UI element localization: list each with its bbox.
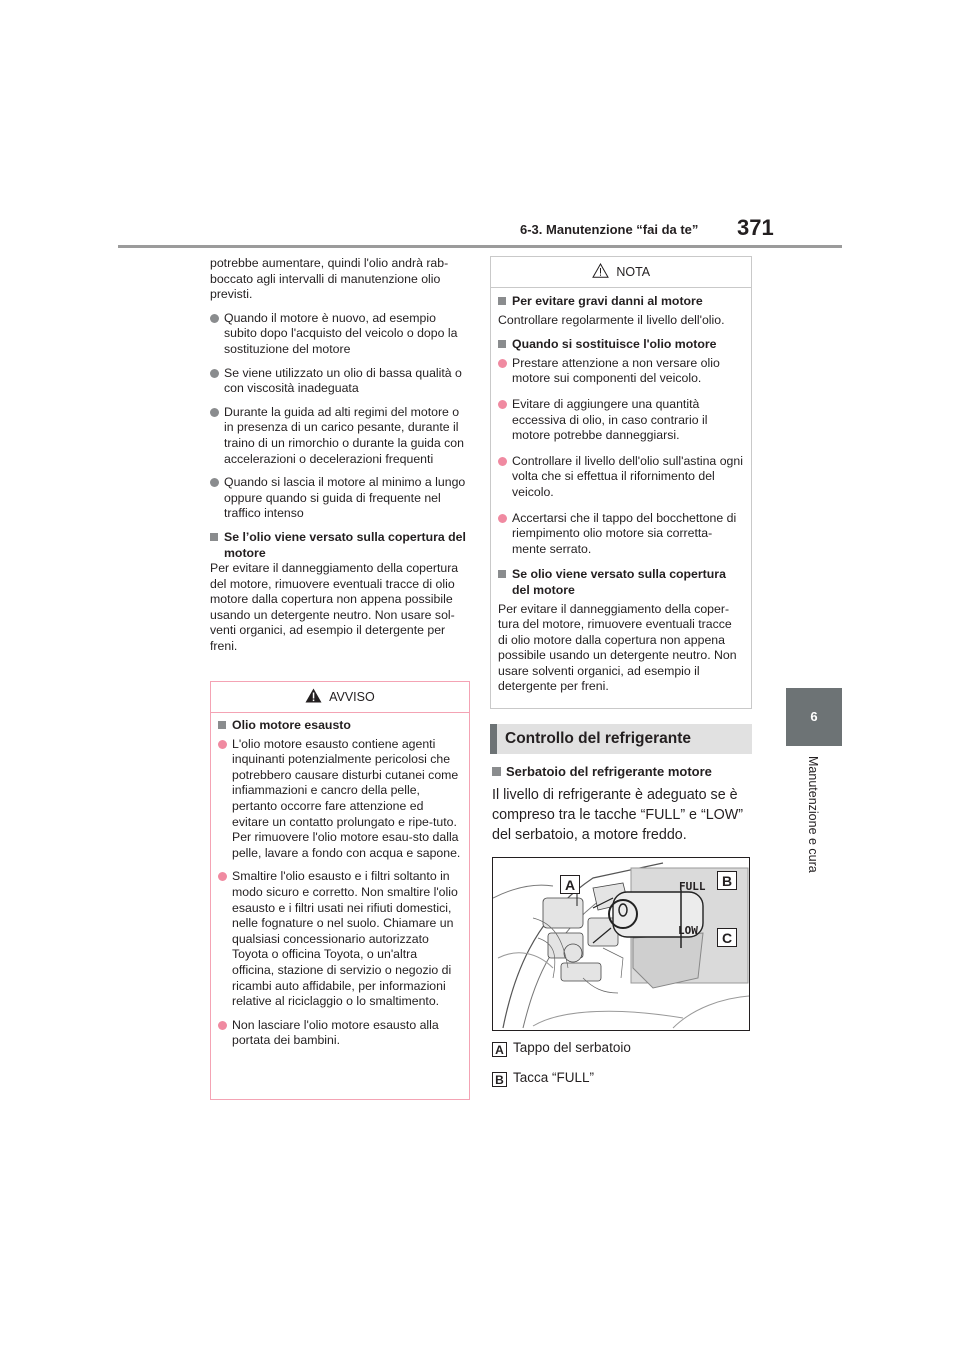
bullet-icon [218,740,227,749]
square-icon [498,297,506,305]
legend-tag: B [492,1072,507,1087]
bullet-icon [498,457,507,466]
chapter-tab-label: Manutenzione e cura [806,756,820,873]
left-column [210,256,470,655]
low-mark: LOW [678,924,698,937]
list-item: Non lasciare l'olio motore esausto alla portata dei bambini. [218,1018,461,1049]
subheading-oil-change: Quando si sostituisce l'olio motore [498,337,743,353]
bullet-icon [210,408,219,417]
coolant-text: Il livello di refrigerante è adeguato se è compreso tra le tacche “FULL” e “LOW” del serbatoio, a motore freddo. [492,787,744,843]
note-box-header: NOTA [491,257,751,288]
full-mark: FULL [679,880,706,893]
bullet-icon [210,478,219,487]
intro-text: potrebbe aumentare, quindi l'olio andrà rab-boccato agli intervalli di manutenzione olio previsti. [210,256,449,302]
square-icon [210,533,218,541]
subheading-cover-spill: Se olio viene versato sulla copertura del motore [498,567,743,598]
square-icon [498,340,506,348]
header-rule [118,245,842,248]
legend-item-b: B Tacca “FULL” [492,1070,594,1087]
subheading-waste-oil: Olio motore esausto [218,718,461,734]
warning-box-header: AVVISO [211,682,469,713]
warning-box [210,681,470,1100]
section-heading: Controllo del refrigerante [505,730,692,747]
caution-triangle-icon [592,263,609,278]
coolant-reservoir-figure [492,857,750,1031]
engine-damage-text: Controllare regolarmente il livello dell'olio. [498,312,725,327]
section-heading-band [490,724,752,754]
list-item: Quando si lascia il motore al minimo a lungo oppure quando si guida di frequente nel traffico intenso [210,475,470,522]
warning-triangle-icon [305,688,322,703]
list-item: Durante la guida ad alti regimi del motore o in presenza di un carico pesante, durante il traino di un rimorchio o durante la guida con accelerazioni o decelerazioni frequenti [210,405,470,467]
square-icon [218,721,226,729]
bullet-icon [218,872,227,881]
list-item: Prestare attenzione a non versare olio motore sui componenti del veicolo. [498,356,743,387]
bullet-icon [218,1021,227,1030]
list-item: Accertarsi che il tappo del bocchettone di riempimento olio motore sia corretta-mente serrato. [498,511,743,558]
bullet-icon [498,400,507,409]
bullet-icon [498,359,507,368]
oil-spill-text: Per evitare il danneggiamento della copertura del motore, rimuovere eventuali tracce di olio motore dalla copertura non appena possibile usando un detergente neutro. Non usare sol-venti organici, ad esempio il detergente per freni. [210,561,459,654]
list-item: Evitare di aggiungere una quantità eccessiva di olio, in caso contrario il motore potrebbe danneggiarsi. [498,397,743,444]
legend-item-a: A Tappo del serbatoio [492,1040,631,1057]
page-number: 371 [737,215,774,240]
square-icon [498,570,506,578]
list-item: Se viene utilizzato un olio di bassa qualità o con viscosità inadeguata [210,366,470,397]
cover-spill-text: Per evitare il danneggiamento della coper-tura del motore, rimuovere eventuali tracce di olio motore dalla copertura non appena possibile usando un detergente neutro. Non usare solventi organici, ad esempio il detergente per freni. [498,601,737,694]
note-box [490,256,752,709]
subheading-oil-spill: Se l’olio viene versato sulla copertura del motore [210,530,470,561]
chapter-tab: 6 [786,688,842,746]
legend-tag: A [492,1042,507,1057]
list-item: Controllare il livello dell'olio sull'astina ogni volta che si effettua il rifornimento del veicolo. [498,454,743,501]
subheading-engine-damage: Per evitare gravi danni al motore [498,294,743,310]
coolant-subheading: Serbatoio del refrigerante motore [492,764,754,780]
header-section-title: 6-3. Manutenzione “fai da te” [520,222,699,237]
figure-label-a: A [560,875,580,894]
square-icon [492,767,501,776]
engine-bay-illustration [493,858,749,1030]
figure-label-c: C [717,928,737,947]
list-item: L'olio motore esausto contiene agenti inquinanti potenzialmente pericolosi che potrebbero causare disturbi cutanei come infiammazioni e cancro della pelle, pertanto occorre fare attenzione ed evitare un contatto prolungato e ripe-tuto. Per rimuovere l'olio motore esau-sto dalla pelle, lavare a fondo con acqua e sapone. [218,737,461,862]
bullet-icon [210,369,219,378]
figure-label-b: B [717,871,737,890]
section-heading-bar [490,724,497,754]
list-item: Quando il motore è nuovo, ad esempio subito dopo l'acquisto del veicolo o dopo la sostituzione del motore [210,311,470,358]
bullet-icon [210,314,219,323]
bullet-icon [498,514,507,523]
list-item: Smaltire l'olio esausto e i filtri soltanto in modo sicuro e corretto. Non smaltire l'olio esausto e i filtri usati nei rifiuti domestici, nelle fognature o nel suolo. Chiamare un qualsiasi concessionario autorizzato Toyota o officina Toyota, o un'altra officina, stazione di servizio o negozio di ricambi auto affidabile, per informazioni relative al riciclaggio o lo smaltimento. [218,869,461,1009]
